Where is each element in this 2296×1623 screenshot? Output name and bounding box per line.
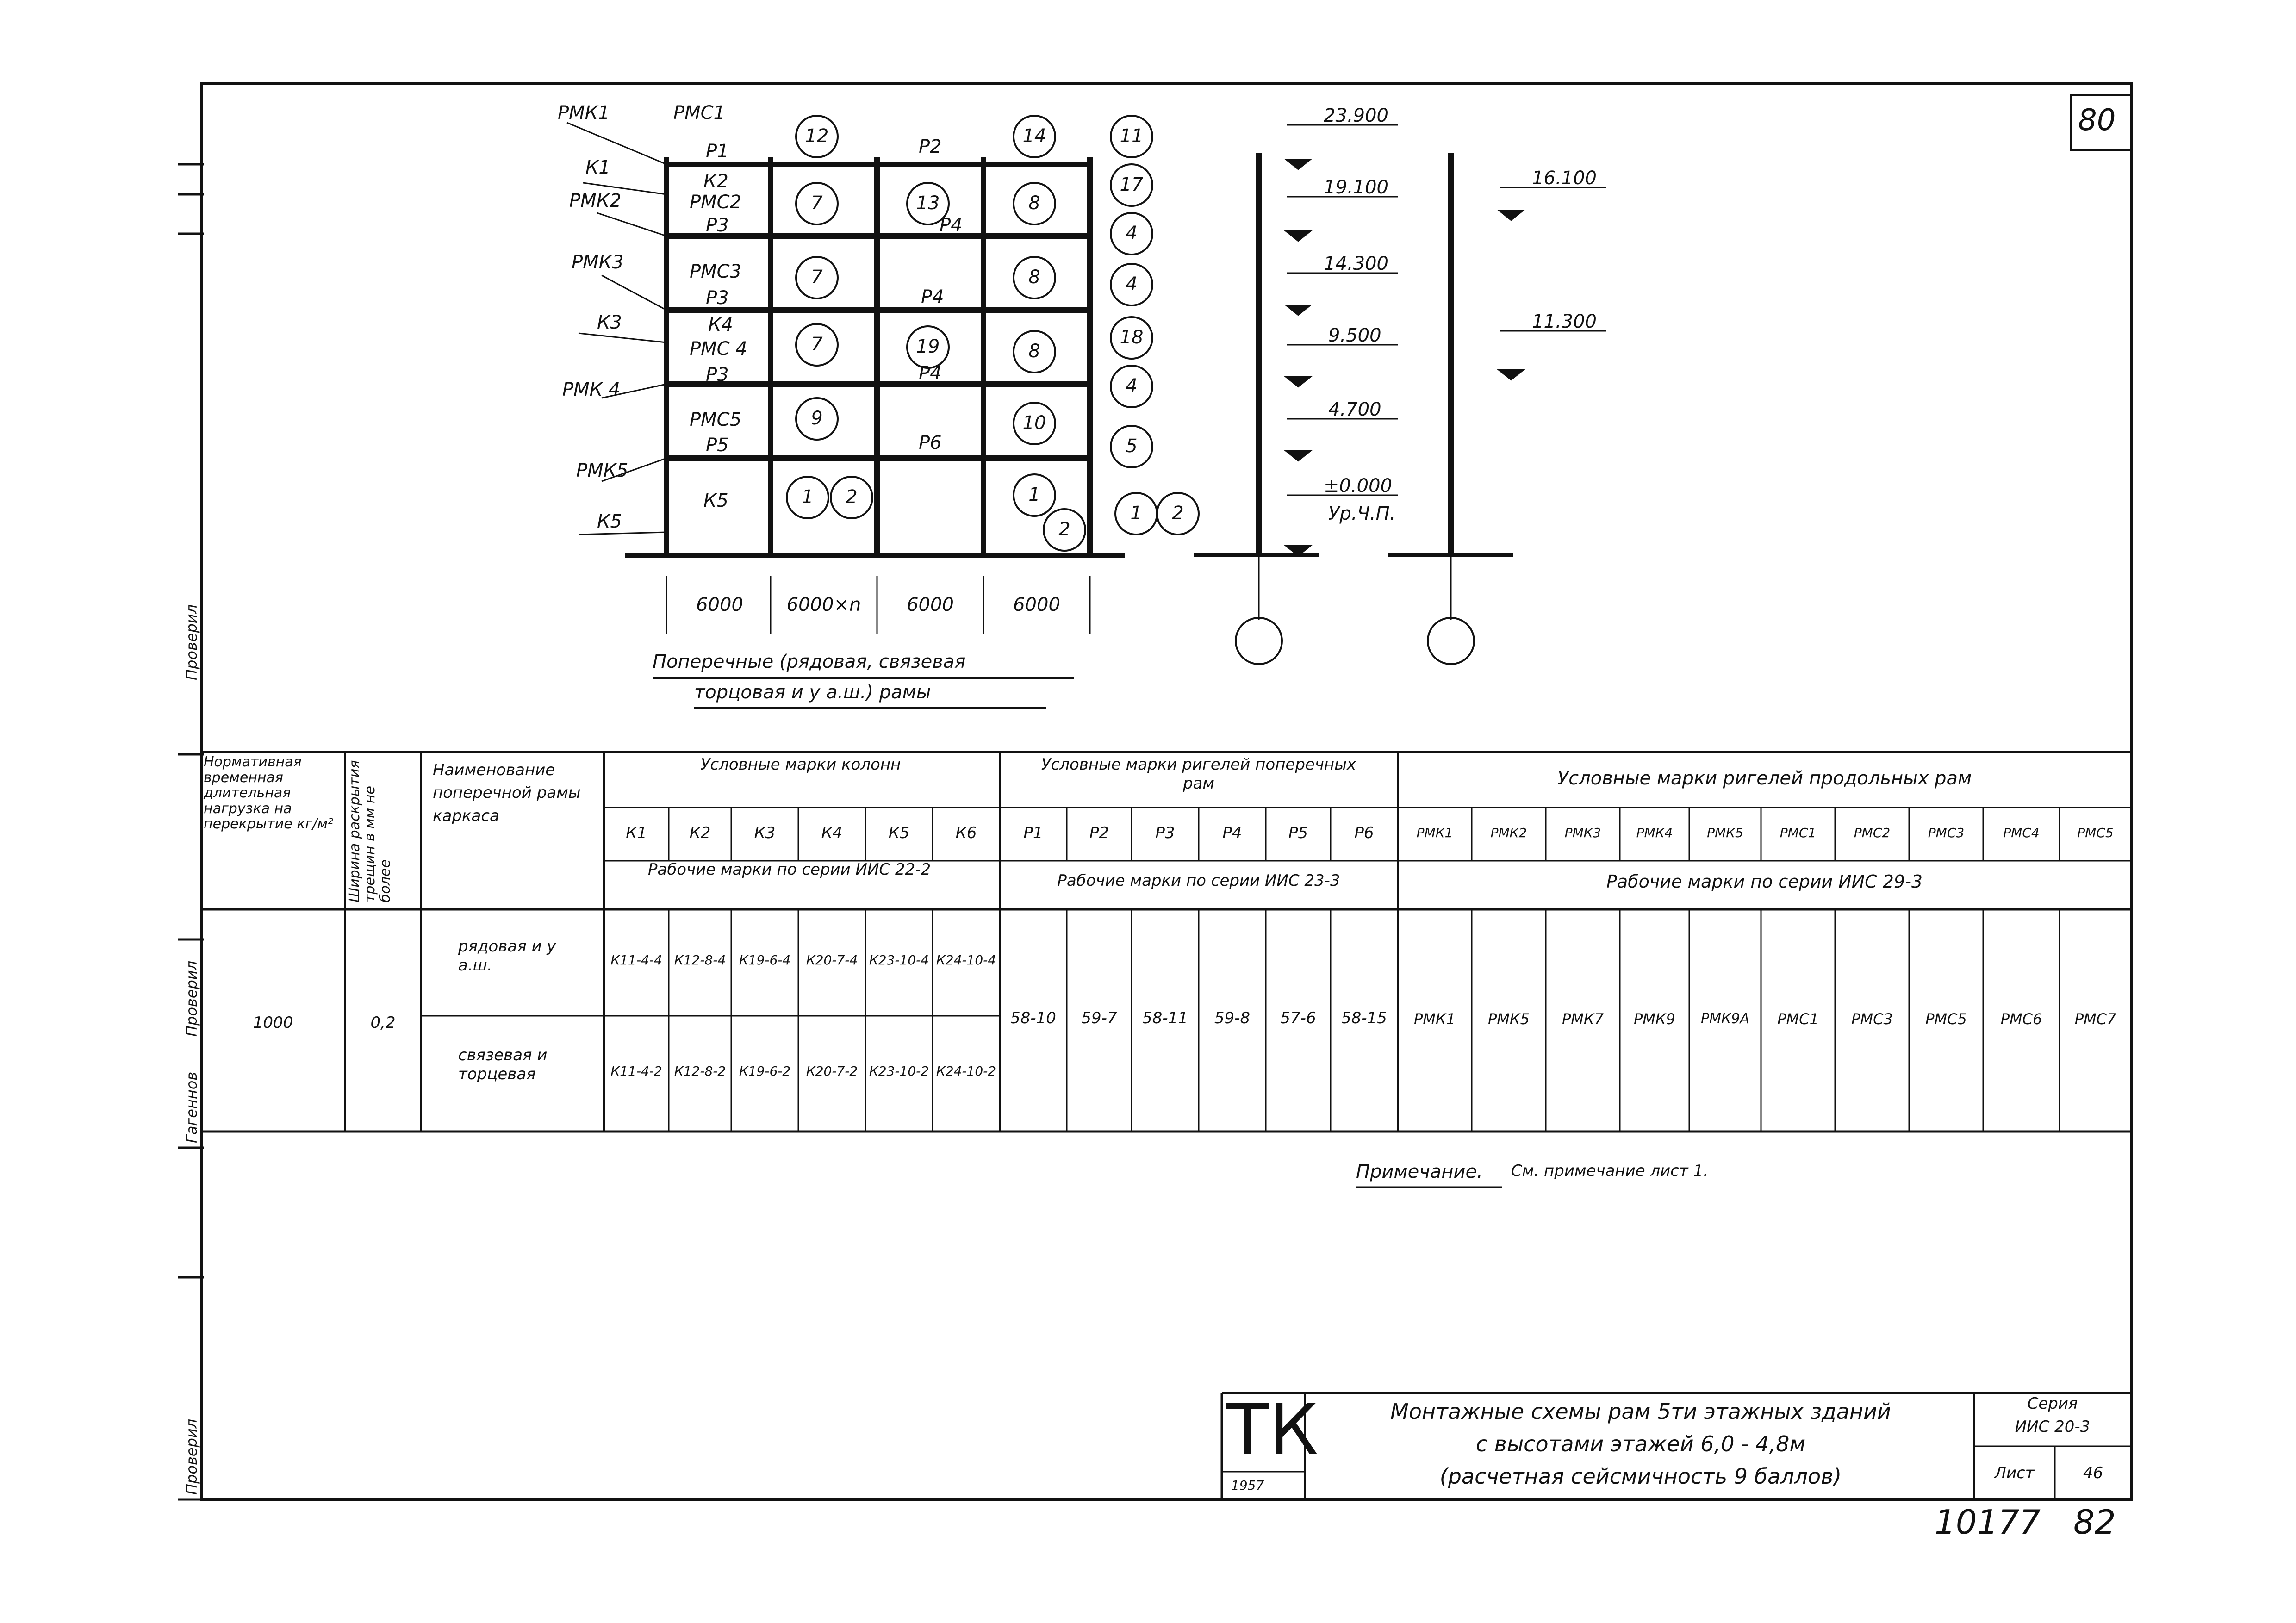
title-year: 1957 [1231,1478,1264,1493]
column-mark-k3: К3 [754,824,776,842]
label-rms3: РМС3 [690,261,742,282]
long-value-5: РМК9А [1701,1011,1749,1027]
circle-2-b: 2 [1058,519,1070,540]
label-p4-b: Р4 [921,286,944,308]
label-rms2: РМС2 [690,192,742,213]
label-r2: Р2 [919,136,942,157]
label-p6: Р6 [919,432,942,454]
label-rmk3: РМК3 [572,252,624,273]
long-mark-rmk2: РМК2 [1490,825,1527,840]
row2-name: связевая и торцевая [458,1046,548,1083]
long-mark-rms1: РМС1 [1780,825,1817,840]
label-rmk1: РМК1 [558,102,610,124]
circle-19: 19 [916,336,940,357]
margin-stamp-3: Гагеннов [183,1071,200,1143]
row2-col-k2: К12-8-2 [674,1063,726,1079]
label-rmk5: РМК5 [576,460,628,481]
title-line1: Монтажные схемы рам 5ти этажных зданий [1390,1399,1891,1424]
circle-1-a: 1 [802,486,814,508]
sheet-value: 46 [2083,1464,2103,1482]
frame-caption-line2: торцовая и у а.ш.) рамы [694,682,931,703]
work-marks-columns: Рабочие марки по серии ИИС 22-2 [648,860,931,879]
title-org: ТК [1226,1390,1319,1470]
long-mark-rms3: РМС3 [1928,825,1965,840]
frame-diagram [567,116,1199,708]
label-r5: Р5 [706,435,729,456]
title-line2: с высотами этажей 6,0 - 4,8м [1475,1431,1806,1456]
row2-col-k5: К23-10-2 [869,1063,929,1079]
row1-col-k3: К19-6-4 [739,952,791,968]
level-11300: 11.300 [1532,311,1597,332]
level-14300: 14.300 [1324,253,1388,274]
label-k1: К1 [585,157,610,178]
label-rms4: РМС 4 [690,338,747,360]
label-p4-c: Р4 [919,363,942,384]
span-2: 6000×n [786,594,861,616]
work-marks-cross: Рабочие марки по серии ИИС 23-3 [1057,871,1340,890]
circle-1-b: 1 [1028,484,1040,505]
long-mark-rms4: РМС4 [2003,825,2040,840]
column-mark-k5: К5 [888,824,910,842]
column-mark-k1: К1 [626,824,647,842]
sheet-number-top: 80 [2078,103,2116,137]
circle-18: 18 [1120,327,1144,348]
level-23900: 23.900 [1324,105,1388,126]
circle-4-a: 4 [1126,223,1138,244]
level-0000: ±0.000 [1324,475,1393,497]
cross-value-r2: 59-7 [1081,1009,1117,1027]
cross-value-r1: 58-10 [1010,1009,1056,1027]
label-r3-b: Р3 [706,287,729,309]
label-rmk2: РМК2 [569,190,622,211]
label-k5: К5 [597,511,622,532]
circle-11: 11 [1120,125,1144,147]
label-r1: Р1 [706,141,729,162]
row1-col-k1: К11-4-4 [610,952,662,968]
cross-mark-r5: Р5 [1288,824,1308,842]
circle-17: 17 [1120,174,1144,195]
label-k4: К4 [708,314,733,336]
row2-col-k4: К20-7-2 [806,1063,858,1079]
cross-value-r4: 59-8 [1214,1009,1251,1027]
note-label: Примечание. [1356,1161,1483,1182]
level-19100: 19.100 [1324,177,1388,198]
page-number-bottom: 82 [2073,1503,2116,1542]
circle-4-b: 4 [1126,274,1138,295]
long-value-3: РМК7 [1562,1010,1604,1028]
row1-name: рядовая и у а.ш. [458,937,556,975]
circle-14: 14 [1022,125,1046,147]
span-4: 6000 [1013,594,1060,616]
circle-2-c: 2 [1172,503,1184,524]
circle-2-a: 2 [846,486,858,508]
margin-stamp-1: Проверил [183,604,200,680]
long-value-1: РМК1 [1414,1010,1456,1028]
elevation-diagram [1194,125,1606,664]
long-mark-rmk1: РМК1 [1416,825,1453,840]
margin-stamp-2: Проверил [183,960,200,1037]
circle-5: 5 [1126,435,1138,457]
series-value: ИИС 20-3 [2015,1418,2091,1436]
label-rms5: РМС5 [690,409,742,430]
long-mark-rms5: РМС5 [2077,825,2114,840]
cross-value-r6: 58-15 [1341,1009,1387,1027]
span-1: 6000 [696,594,743,616]
long-mark-rmk5: РМК5 [1707,825,1743,840]
cross-value-r5: 57-6 [1280,1009,1316,1027]
archive-number: 10177 [1935,1503,2041,1542]
long-value-9: РМС6 [2000,1010,2042,1028]
row1-col-k4: К20-7-4 [806,952,858,968]
label-rmk4: РМК 4 [562,379,621,400]
circle-7-b: 7 [811,267,823,288]
circle-1-c: 1 [1130,503,1142,524]
margin-ticks [178,164,204,1499]
cross-mark-r6: Р6 [1354,824,1374,842]
cross-mark-r4: Р4 [1222,824,1242,842]
column-mark-k4: К4 [821,824,843,842]
header-name: Наименование поперечной рамы каркаса [433,761,581,825]
column-mark-k6: К6 [955,824,977,842]
level-16100: 16.100 [1532,168,1597,189]
header-crack: Ширина раскрытия трещин в мм не более [347,760,393,902]
label-p4-a: Р4 [940,215,963,236]
circle-8-b: 8 [1028,267,1040,288]
group-cross-beams: Условные марки ригелей поперечных рам [1041,755,1356,793]
group-long-beams: Условные марки ригелей продольных рам [1557,768,1972,789]
label-k3: К3 [597,312,622,333]
circle-4-c: 4 [1126,375,1138,397]
long-value-4: РМК9 [1634,1010,1675,1028]
cross-value-r3: 58-11 [1142,1009,1188,1027]
work-marks-long: Рабочие марки по серии ИИС 29-3 [1606,871,1923,892]
long-value-10: РМС7 [2074,1010,2116,1028]
label-k2: К2 [703,171,728,192]
ground-level-label: Ур.Ч.П. [1328,503,1396,524]
long-value-7: РМС3 [1851,1010,1893,1028]
row2-col-k6: К24-10-2 [936,1063,996,1079]
circle-9: 9 [811,408,823,429]
label-r3-c: Р3 [706,364,729,386]
label-k5-inner: К5 [703,490,728,511]
row1-col-k2: К12-8-4 [674,952,726,968]
label-r3-a: Р3 [706,215,729,236]
row1-col-k5: К23-10-4 [869,952,929,968]
long-value-6: РМС1 [1777,1010,1819,1028]
cross-mark-r2: Р2 [1089,824,1109,842]
series-label: Серия [2027,1394,2078,1413]
title-line3: (расчетная сейсмичность 9 баллов) [1439,1464,1842,1489]
circle-12: 12 [805,125,829,147]
label-rms1: РМС1 [673,102,726,124]
circle-7-a: 7 [811,193,823,214]
long-value-8: РМС5 [1925,1010,1967,1028]
crack-value: 0,2 [370,1014,396,1032]
span-3: 6000 [907,594,954,616]
level-9500: 9.500 [1328,325,1381,346]
long-mark-rmk4: РМК4 [1636,825,1673,840]
header-load: Нормативная временная длительная нагрузка на перекрытие кг/м² [204,754,334,833]
circle-8-c: 8 [1028,341,1040,362]
frame-caption-line1: Поперечные (рядовая, связевая [653,651,966,672]
long-value-2: РМК5 [1488,1010,1530,1028]
column-mark-k2: К2 [689,824,711,842]
level-4700: 4.700 [1328,399,1381,420]
circle-13: 13 [916,193,940,214]
load-value: 1000 [253,1014,293,1032]
group-columns: Условные марки колонн [700,755,901,774]
circle-10: 10 [1022,412,1046,434]
note-text: См. примечание лист 1. [1511,1162,1709,1180]
cross-mark-r1: Р1 [1023,824,1043,842]
row1-col-k6: К24-10-4 [936,952,996,968]
row2-col-k1: К11-4-2 [610,1063,662,1079]
sheet-label: Лист [1994,1464,2035,1482]
circle-7-c: 7 [811,334,823,355]
circle-8-a: 8 [1028,193,1040,214]
long-mark-rmk3: РМК3 [1564,825,1601,840]
row2-col-k3: К19-6-2 [739,1063,791,1079]
margin-stamp-4: Проверил [183,1418,200,1495]
cross-mark-r3: Р3 [1155,824,1175,842]
long-mark-rms2: РМС2 [1854,825,1891,840]
